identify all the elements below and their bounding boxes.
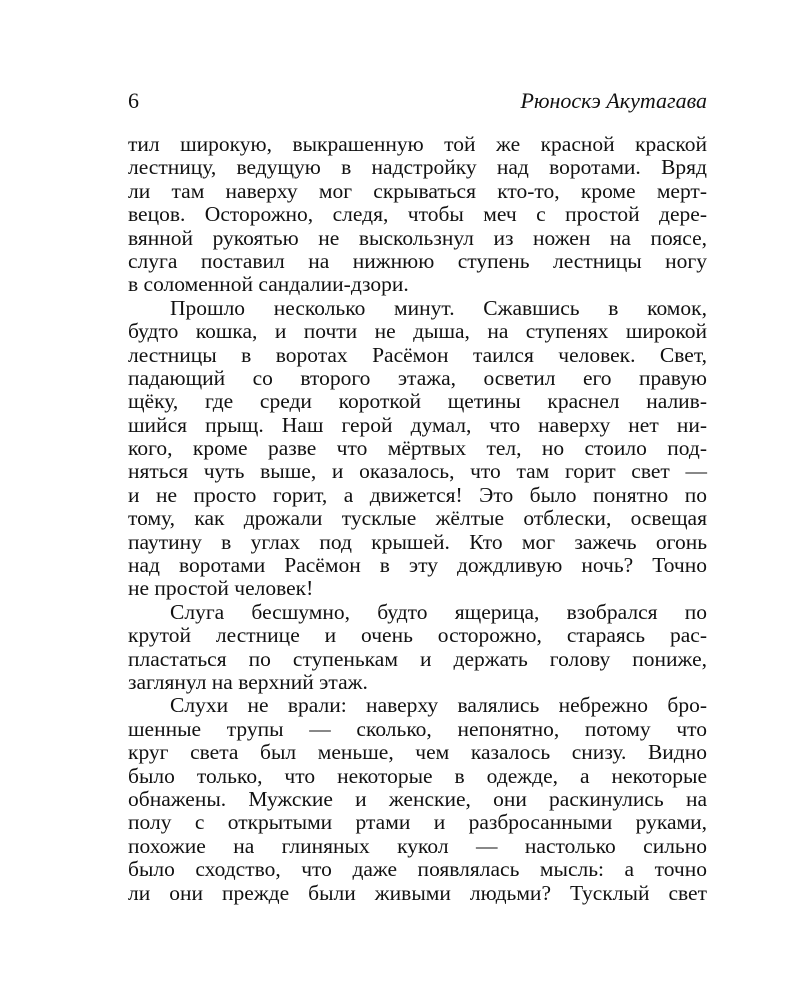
text-line: и не просто горит, а движется! Это было понятно по bbox=[128, 482, 707, 507]
page-number: 6 bbox=[128, 88, 139, 113]
text-line: вянной рукоятью не выскользнул из ножен на поясе, bbox=[128, 225, 707, 250]
text-line: кого, кроме разве что мёртвых тел, но стоило под- bbox=[128, 436, 707, 461]
text-line: будто кошка, и почти не дыша, на ступенях широкой bbox=[128, 319, 707, 344]
running-header bbox=[128, 86, 707, 116]
text-line: ли они прежде были живыми людьми? Тусклый свет bbox=[128, 880, 707, 905]
text-line: не простой человек! bbox=[128, 576, 314, 601]
text-line: тил широкую, выкрашенную той же красной краской bbox=[128, 132, 707, 156]
text-line: паутину в углах под крышей. Кто мог зажечь огонь bbox=[128, 529, 707, 554]
text-line: обнажены. Мужские и женские, они раскинулись на bbox=[128, 786, 707, 811]
text-line: слуга поставил на нижнюю ступень лестницы ногу bbox=[128, 248, 707, 273]
text-line: полу с открытыми ртами и разбросанными руками, bbox=[128, 810, 707, 835]
text-line: лестницы в воротах Расёмон таился человек. Свет, bbox=[128, 342, 707, 367]
text-line: в соломенной сандалии-дзори. bbox=[128, 272, 409, 297]
text-line: заглянул на верхний этаж. bbox=[128, 669, 368, 694]
text-line: падающий со второго этажа, осветил его правую bbox=[128, 365, 707, 390]
text-line: шийся прыщ. Наш герой думал, что наверху нет ни- bbox=[128, 412, 707, 437]
text-line: вецов. Осторожно, следя, чтобы меч с простой дере- bbox=[128, 202, 707, 227]
text-line: крутой лестнице и очень осторожно, стараясь рас- bbox=[128, 623, 707, 648]
paragraph-first-line: Слухи не врали: наверху валялись небрежно бро- bbox=[170, 693, 707, 718]
text-line: няться чуть выше, и оказалось, что там горит свет — bbox=[128, 459, 707, 484]
author-name: Рюноскэ Акутагава bbox=[520, 88, 707, 113]
text-line: над воротами Расёмон в эту дождливую ночь? Точно bbox=[128, 553, 707, 578]
text-line: было сходство, что даже появлялась мысль: а точно bbox=[128, 857, 707, 882]
paragraph-first-line: Слуга бесшумно, будто ящерица, взобрался по bbox=[170, 599, 707, 624]
paragraph-first-line: Прошло несколько минут. Сжавшись в комок, bbox=[170, 295, 707, 320]
text-line: похожие на глиняных кукол — настолько сильно bbox=[128, 833, 707, 858]
text-line: ли там наверху мог скрываться кто-то, кроме мерт- bbox=[128, 178, 707, 203]
text-line: лестницу, ведущую в надстройку над воротами. Вряд bbox=[128, 155, 707, 180]
text-line: круг света был меньше, чем казалось снизу. Видно bbox=[128, 740, 707, 765]
text-line: тому, как дрожали тусклые жёлтые отблески, освещая bbox=[128, 506, 707, 531]
text-line: щёку, где среди короткой щетины краснел налив- bbox=[128, 389, 707, 414]
body-text bbox=[128, 133, 707, 905]
text-line: пластаться по ступенькам и держать голову пониже, bbox=[128, 646, 707, 671]
text-line: шенные трупы — сколько, непонятно, потому что bbox=[128, 716, 707, 741]
text-line: было только, что некоторые в одежде, а некоторые bbox=[128, 763, 707, 788]
